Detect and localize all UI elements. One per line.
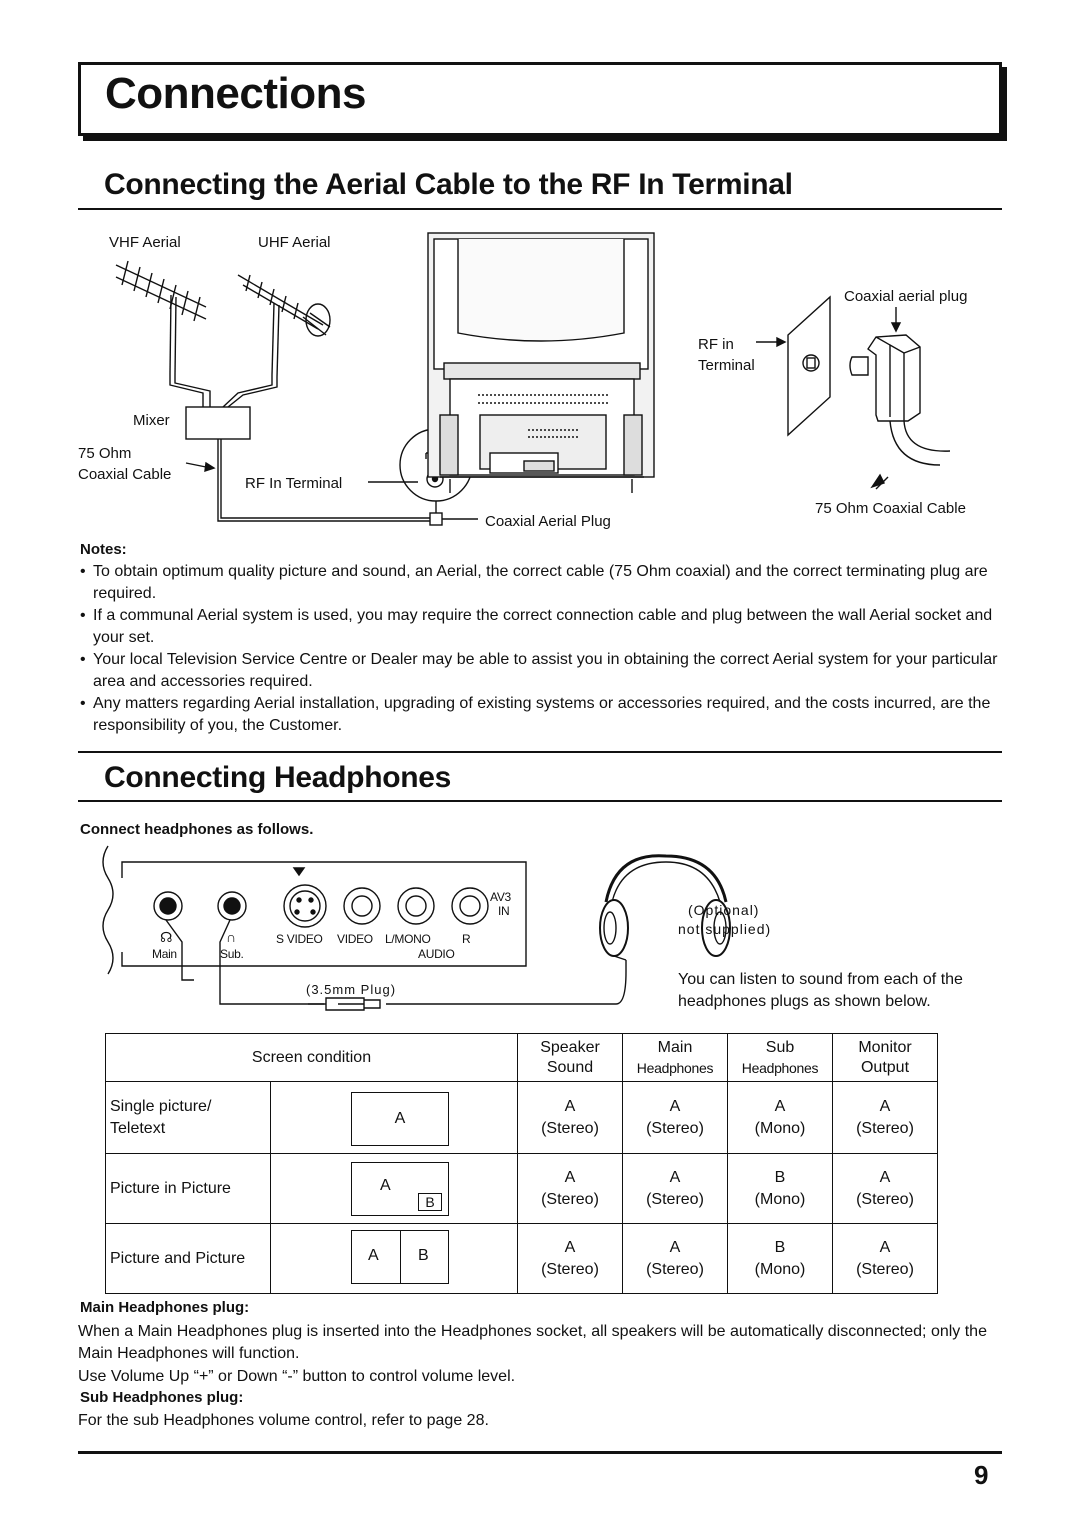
screen-pip-icon: A B (351, 1162, 449, 1216)
panel-lmono-label: L/MONO (385, 932, 431, 946)
pip-inset: B (418, 1193, 442, 1211)
optional-label: (Optional) (688, 902, 760, 918)
note-item: • Your local Television Service Centre or Dealer may be able to assist you in obtaining the correct Aerial system for your particular area and accessories required. (80, 649, 1004, 693)
row-main: A (Stereo) (623, 1082, 728, 1154)
row-main: A (Stereo) (623, 1224, 728, 1294)
row-condition: Single picture/ Teletext (106, 1082, 271, 1154)
th-sub-headphones: Sub Headphones (728, 1034, 833, 1082)
row-monitor: A (Stereo) (833, 1154, 938, 1224)
mixer-box (186, 407, 250, 439)
panel-audio-label: AUDIO (418, 947, 455, 961)
table-header-row (106, 1034, 938, 1082)
note-item: • To obtain optimum quality picture and sound, an Aerial, the correct cable (75 Ohm coaxial) and the correct terminating plug are required. (80, 561, 1004, 605)
row-condition: Picture and Picture (106, 1224, 271, 1294)
volume-text: Use Volume Up “+” or Down “-” button to control volume level. (78, 1368, 516, 1385)
th-screen-condition: Screen condition (106, 1034, 518, 1082)
wall-socket-icon (756, 297, 830, 435)
coaxial-plug-right-label: Coaxial aerial plug (844, 288, 968, 305)
table-row (106, 1082, 938, 1154)
row-picture (271, 1082, 518, 1154)
page-title-box (78, 62, 1002, 136)
main-plug-text: When a Main Headphones plug is inserted into the Headphones socket, all speakers will be automatically disconnected; only the Main Headphones will function. (78, 1323, 987, 1362)
cable-75ohm-label-2: Coaxial Cable (78, 466, 172, 483)
notes-heading: Notes: (80, 541, 127, 558)
row-monitor: A (Stereo) (833, 1082, 938, 1154)
row-sub: A (Mono) (728, 1082, 833, 1154)
plug-size-label: (3.5mm Plug) (306, 982, 397, 997)
th-monitor-output: Monitor Output (833, 1034, 938, 1082)
section-aerial-rule (78, 208, 1002, 210)
rf-in-terminal-label: RF In Terminal (245, 475, 343, 492)
coaxial-cable-right-label: 75 Ohm Coaxial Cable (815, 500, 966, 517)
sub-plug-text: For the sub Headphones volume control, refer to page 28. (78, 1412, 489, 1429)
row-monitor: A (Stereo) (833, 1224, 938, 1294)
footer-rule (78, 1451, 1002, 1454)
headphone-sound-table (105, 1033, 938, 1294)
screen-pap-icon: A B (351, 1230, 449, 1284)
notes-list (80, 561, 1004, 737)
listen-text-2: headphones plugs as shown below. (678, 993, 931, 1010)
section-headphones-title: Connecting Headphones (104, 761, 452, 794)
main-plug-heading: Main Headphones plug: (80, 1299, 250, 1316)
note-item: • Any matters regarding Aerial installation, upgrading of existing systems or accessories required, and the costs incurred, are the responsibility of you, the Customer. (80, 693, 1004, 737)
page-number: 9 (974, 1460, 989, 1490)
tv-rear-icon (428, 233, 654, 493)
sub-plug-heading: Sub Headphones plug: (80, 1389, 244, 1406)
th-speaker: Speaker Sound (518, 1034, 623, 1082)
rf-in-label-1: RF in (698, 336, 734, 353)
row-speaker: A (Stereo) (518, 1224, 623, 1294)
section-headphones-rule (78, 800, 1002, 802)
panel-sub-label: Sub. (220, 947, 244, 961)
main-headphone-icon: ☊ (160, 929, 173, 945)
row-sub: B (Mono) (728, 1224, 833, 1294)
th-main-headphones: Main Headphones (623, 1034, 728, 1082)
headphones-intro: Connect headphones as follows. (80, 821, 314, 838)
row-picture (271, 1224, 518, 1294)
panel-in-label: IN (498, 904, 510, 918)
sub-headphone-icon: ∩ (226, 929, 236, 945)
row-sub: B (Mono) (728, 1154, 833, 1224)
mixer-label: Mixer (133, 412, 170, 429)
table-row (106, 1224, 938, 1294)
uhf-aerial-label: UHF Aerial (258, 234, 331, 251)
vhf-aerial-icon (116, 261, 206, 375)
row-picture (271, 1154, 518, 1224)
not-supplied-label: not supplied) (678, 921, 772, 937)
aerial-connection-diagram (78, 225, 1008, 535)
row-condition: Picture in Picture (106, 1154, 271, 1224)
page-title: Connections (105, 69, 366, 118)
row-speaker: A (Stereo) (518, 1082, 623, 1154)
panel-av3-label: AV3 (490, 890, 511, 904)
row-speaker: A (Stereo) (518, 1154, 623, 1224)
panel-r-label: R (462, 932, 471, 946)
row-main: A (Stereo) (623, 1154, 728, 1224)
section-headphones-top-rule (78, 751, 1002, 753)
listen-text-1: You can listen to sound from each of the (678, 971, 963, 988)
coaxial-plug-icon (850, 307, 950, 489)
section-aerial-title: Connecting the Aerial Cable to the RF In Terminal (104, 168, 793, 201)
uhf-aerial-icon (238, 275, 330, 377)
panel-video-label: VIDEO (337, 932, 373, 946)
screen-single-icon: A (351, 1092, 449, 1146)
coaxial-aerial-plug-label: Coaxial Aerial Plug (485, 513, 611, 530)
vhf-aerial-label: VHF Aerial (109, 234, 181, 251)
note-item: • If a communal Aerial system is used, you may require the correct connection cable and plug between the wall Aerial socket and your set. (80, 605, 1004, 649)
cable-75ohm-label-1: 75 Ohm (78, 445, 132, 462)
panel-main-label: Main (152, 947, 177, 961)
table-row (106, 1154, 938, 1224)
panel-svideo-label: S VIDEO (276, 932, 323, 946)
rf-in-label-2: Terminal (698, 357, 755, 374)
